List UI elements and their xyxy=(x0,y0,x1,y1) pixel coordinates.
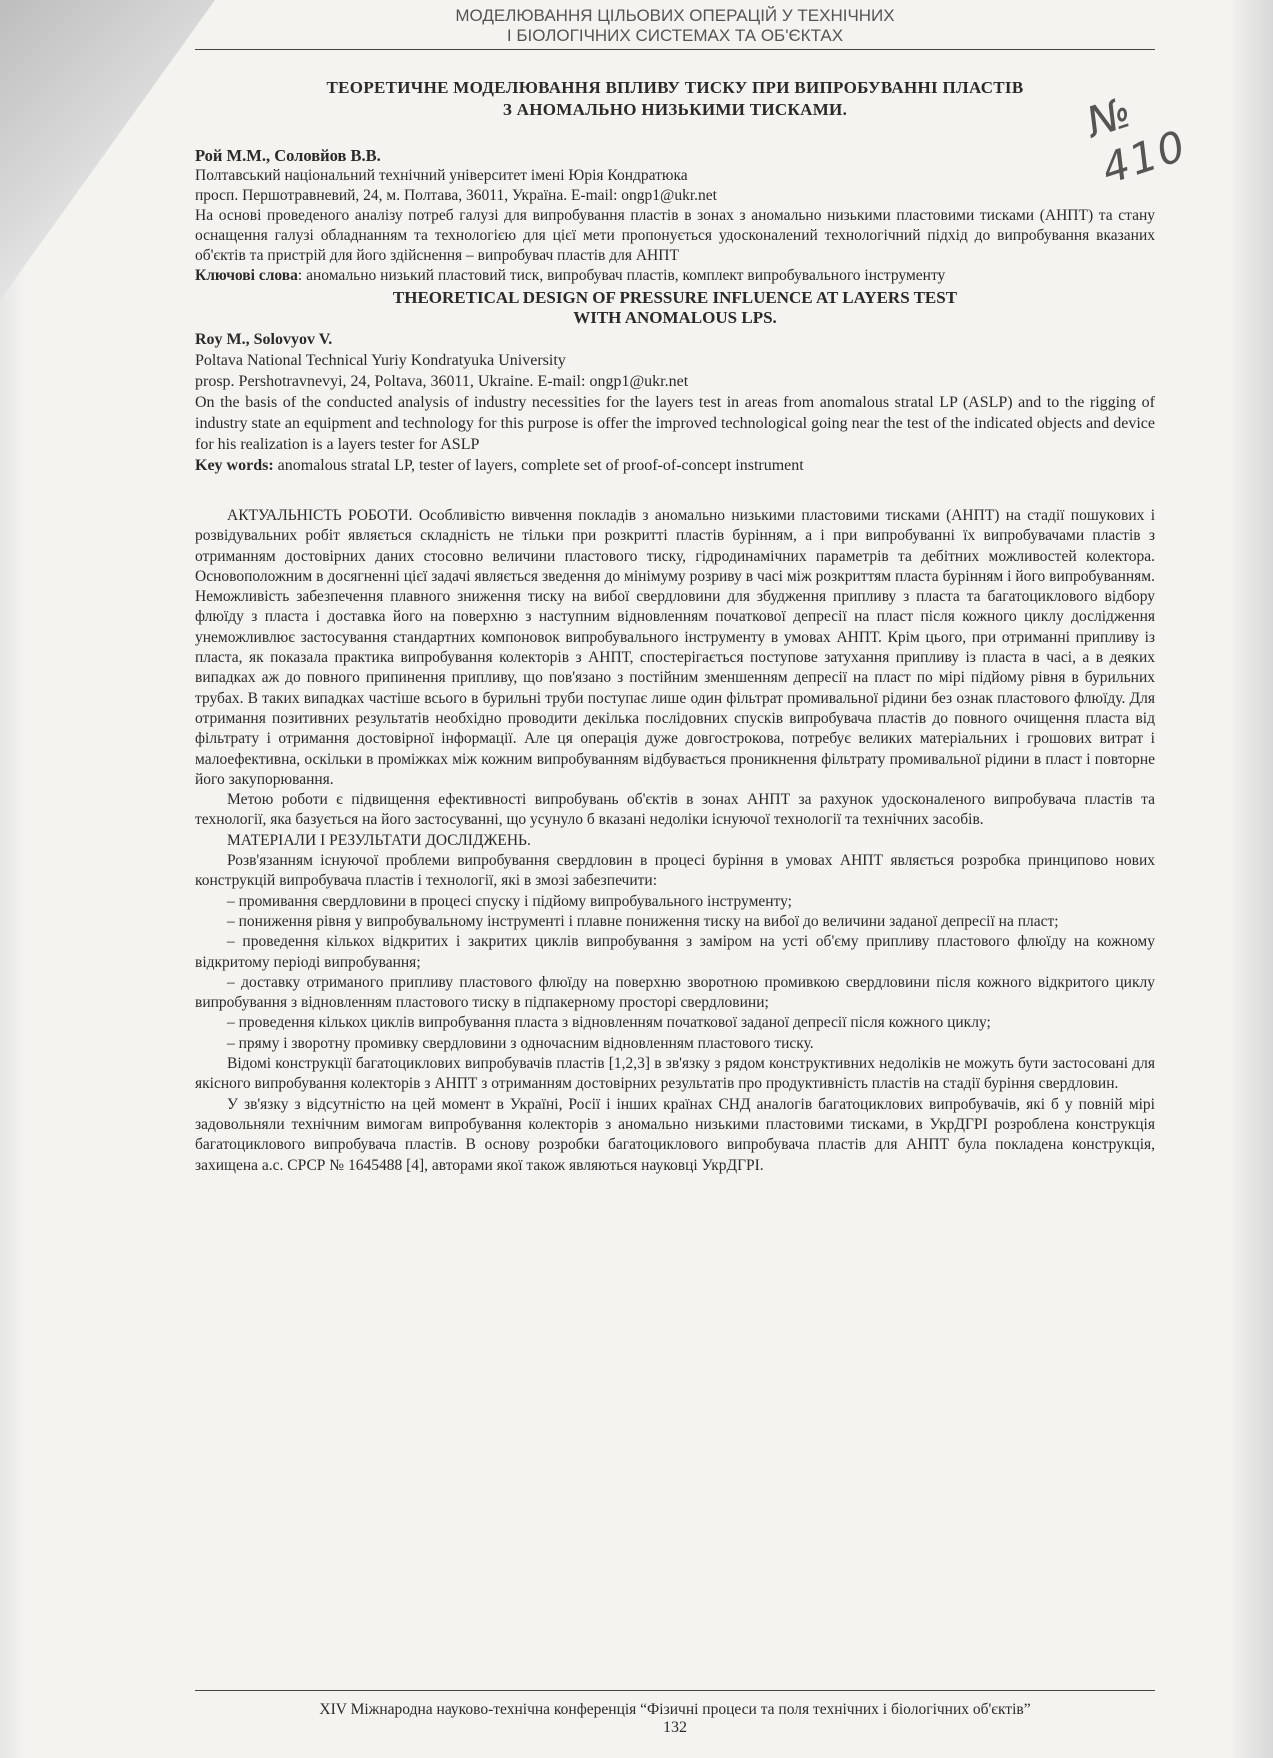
section-heading-materials: МАТЕРІАЛИ І РЕЗУЛЬТАТИ ДОСЛІДЖЕНЬ. xyxy=(227,831,531,849)
body-paragraph-known-designs: Відомі конструкції багатоциклових випробувачів пластів [1,2,3] в зв'язку з рядом конструктивних недоліків не можуть бути застосовані для якісного випробування колекторів з АНПТ з отриманням достовірних результатів про продуктивність пластів на стадії буріння свердловин. xyxy=(195,1055,1155,1093)
en-affiliation: Poltava National Technical Yuriy Kondratyuka University xyxy=(195,352,566,369)
list-item: – пониження рівня у випробувальному інструменті і плавне пониження тиску на вибої до величини заданої депресії на пласт; xyxy=(227,912,1059,930)
ua-title-line-1: ТЕОРЕТИЧНЕ МОДЕЛЮВАННЯ ВПЛИВУ ТИСКУ ПРИ ВИПРОБУВАННІ ПЛАСТІВ xyxy=(326,78,1024,97)
folded-page-corner xyxy=(0,0,215,300)
running-head-line-1: МОДЕЛЮВАННЯ ЦІЛЬОВИХ ОПЕРАЦІЙ У ТЕХНІЧНИХ xyxy=(455,6,895,25)
ua-address: просп. Першотравневий, 24, м. Полтава, 36011, Україна. E-mail: ongp1@ukr.net xyxy=(195,187,717,204)
en-keywords xyxy=(195,455,1155,476)
page-number: 132 xyxy=(663,1719,687,1736)
ua-keywords-label: Ключові слова xyxy=(195,267,298,284)
en-address: prosp. Pershotravnevyi, 24, Poltava, 36011, Ukraine. E-mail: ongp1@ukr.net xyxy=(195,373,689,390)
body-paragraph-goal: Метою роботи є підвищення ефективності випробувань об'єктів в зонах АНПТ за рахунок удосконаленого випробувача пластів та технології, яка базується на його застосуванні, що усунуло б вказані недоліки існуючої технології та технічних засобів. xyxy=(195,791,1155,829)
scan-right-edge xyxy=(1233,0,1273,1758)
en-title xyxy=(195,288,1155,328)
en-keywords-label: Key words: xyxy=(195,457,274,474)
list-item: – проведення кількох циклів випробування пласта з відновленням початкової заданої депресії після кожного циклу; xyxy=(227,1014,991,1032)
running-head-line-2: І БІОЛОГІЧНИХ СИСТЕМАХ ТА ОБ'ЄКТАХ xyxy=(506,26,844,45)
handwritten-note: № 410 xyxy=(1080,86,1193,194)
ua-title-line-2: З АНОМАЛЬНО НИЗЬКИМИ ТИСКАМИ. xyxy=(502,100,848,119)
en-title-line-1: THEORETICAL DESIGN OF PRESSURE INFLUENCE AT LAYERS TEST xyxy=(392,288,958,307)
page-footer xyxy=(195,1690,1155,1737)
list-item: – проведення кількох відкритих і закритих циклів випробування з заміром на усті об'єму припливу пластового флюїду на кожному відкритому періоді випробування; xyxy=(195,933,1155,971)
body-paragraph-ukrdgri: У зв'язку з відсутністю на цей момент в Україні, Росії і інших країнах СНД аналогів багатоциклових випробувачів, які б у повній мірі задовольняли технічним вимогам випробування колекторів з аномально низькими пластовими тисками, в УкрДГРІ розроблена конструкція багатоциклового випробувача пластів. В основу розробки багатоциклового випробувача пластів для АНПТ була покладена конструкція, захищена а.с. СРСР № 1645488 [4], авторами якої також являються науковці УкрДГРІ. xyxy=(195,1095,1155,1174)
ua-affiliation: Полтавський національний технічний університет імені Юрія Кондратюка xyxy=(195,167,688,184)
body-paragraph-solution: Розв'язанням існуючої проблеми випробування свердловин в процесі буріння в умовах АНПТ являється розробка принципово нових конструкцій випробувача пластів і технології, які в змозі забезпечити: xyxy=(195,852,1155,890)
list-item: – доставку отриманого припливу пластового флюїду на поверхню зворотною промивкою свердловини після кожного відкритого циклу випробування з відновленням пластового тиску в підпакерному просторі свердловини; xyxy=(195,973,1155,1012)
footer-conference: XIV Міжнародна науково-технічна конференція “Фізичні процеси та поля технічних і біологічних об'єктів” xyxy=(319,1701,1031,1718)
en-title-line-2: WITH ANOMALOUS LPS. xyxy=(573,308,777,327)
ua-abstract: На основі проведеного аналізу потреб галузі для випробування пластів в зонах з аномально низькими пластовими тисками (АНПТ) та стану оснащення галузі обладнанням та технологією для цієї мети пропонується удосконалений технологічний підхід до випробування вказаних об'єктів та пристрій для його здійснення – випробувач пластів для АНПТ xyxy=(195,207,1155,264)
body-paragraph-relevance: АКТУАЛЬНІСТЬ РОБОТИ. Особливістю вивчення покладів з аномально низькими пластовими тисками (АНПТ) на стадії пошукових і розвідувальних робіт являється складність не тільки при розкритті пластів бурінням, а і при випробуванні їх випробувачами пластів з отриманням достовірних даних стосовно величини пластового тиску, гідродинамічних параметрів та дебітних можливостей колектора. Основоположним в досягненні цієї задачі являється зведення до мінімуму розриву в часі між розкриттям пласта бурінням і його випробуванням. Неможливість забезпечення плавного зниження тиску на вибої свердловини для збудження припливу з пласта та багатоциклового відбору флюїду з пласта і доставка його на поверхню з наступним відновленням початкової депресії на пласт після кожного циклу дослідження унеможливлює застосування стандартних компоновок випробувального інструменту в умовах АНПТ. Крім цього, при отриманні припливу із пласта, як показала практика випробування колекторів з АНПТ, спостерігається поступове затухання припливу із пласта в часі, а в деяких випадках аж до повного припинення припливу, що пов'язано з постійним зменшенням депресії на пласт по мірі підйому рівня в бурильних трубах. В таких випадках частіше всього в бурильні труби поступає лише один фільтрат промивальної рідини без ознак пластового флюїду. Для отримання позитивних результатів необхідно проводити декілька послідовних спусків випробувача пластів до повного очищення пласта від фільтрату і отримання достовірної інформації. Але ця операція дуже довгострокова, потребує великих матеріальних і грошових витрат і малоефективна, оскільки в проміжках між кожним випробуванням відбувається проникнення фільтрату промивальної рідини в пласт і повторне його закупорювання. xyxy=(195,507,1155,788)
ua-authors: Рой М.М., Соловйов В.В. xyxy=(195,146,381,165)
running-head xyxy=(195,6,1155,50)
document-page xyxy=(195,6,1155,1176)
en-abstract: On the basis of the conducted analysis of industry necessities for the layers test in areas from anomalous stratal LP (ASLP) and to the rigging of industry state an equipment and technology for this purpose is offer the improved technological going near the test of the indicated objects and device for his realization is a layers tester for ASLP xyxy=(195,394,1155,453)
ua-keywords-text: : аномально низький пластовий тиск, випробувач пластів, комплект випробувального інструменту xyxy=(297,267,946,284)
en-keywords-text: anomalous stratal LP, tester of layers, complete set of proof-of-concept instrument xyxy=(273,457,804,474)
list-item: – промивання свердловини в процесі спуску і підйому випробувального інструменту; xyxy=(227,892,792,910)
list-item: – пряму і зворотну промивку свердловини з одночасним відновленням пластового тиску. xyxy=(227,1034,814,1052)
ua-title xyxy=(195,77,1155,121)
article-body xyxy=(195,506,1155,1176)
en-authors: Roy M., Solovyov V. xyxy=(195,331,333,348)
footer-rule xyxy=(195,1690,1155,1691)
ua-keywords xyxy=(195,266,1155,286)
